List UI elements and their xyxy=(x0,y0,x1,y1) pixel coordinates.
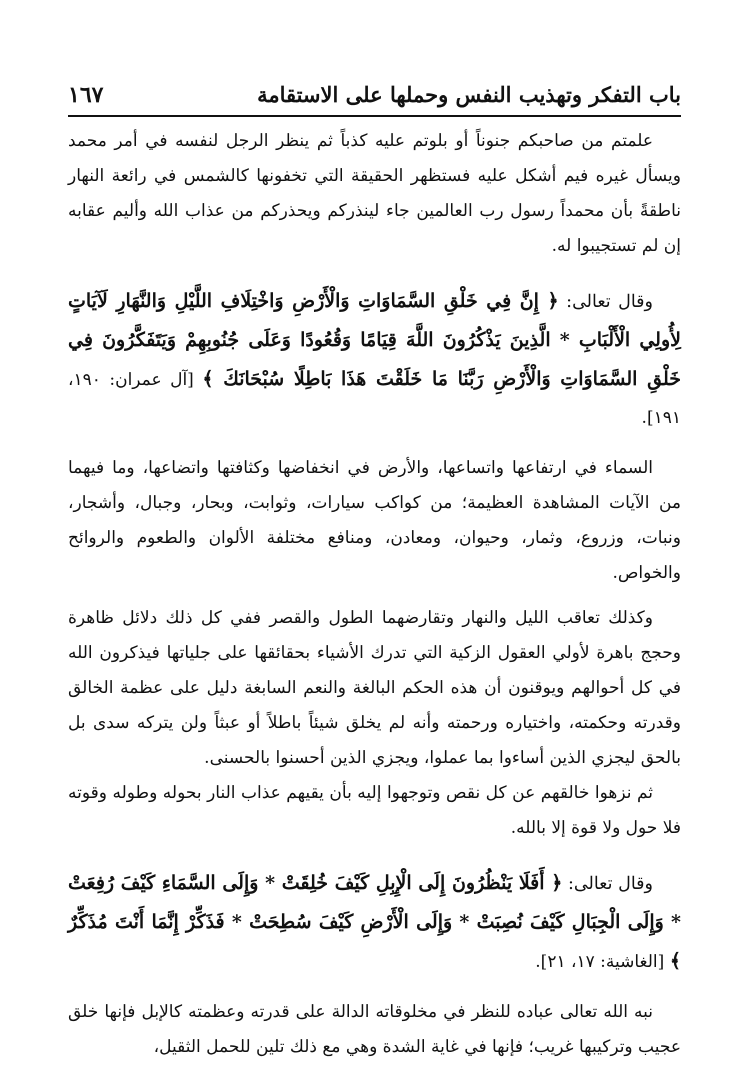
verse-2-reference: [الغاشية: ١٧، ٢١]. xyxy=(535,952,665,972)
chapter-title: باب التفكر وتهذيب النفس وحملها على الاستقامة xyxy=(257,82,681,107)
header-divider xyxy=(68,115,681,117)
verse-1-quran-text: ﴿ إِنَّ فِي خَلْقِ السَّمَاوَاتِ وَالْأَرْضِ وَاخْتِلَافِ اللَّيْلِ وَالنَّهَارِ لَآيَاتٍ لِأُولِي الْأَلْبَابِ * الَّذِينَ يَذْكُرُونَ اللَّهَ قِيَامًا وَقُعُودًا وَعَلَى جُنُوبِهِمْ وَيَتَفَكَّرُونَ فِي خَلْقِ السَّمَاوَاتِ وَالْأَرْضِ رَبَّنَا مَا خَلَقْتَ هَذَا بَاطِلًا سُبْحَانَكَ ﴾ xyxy=(68,290,681,390)
verse-paragraph-2 xyxy=(68,864,681,981)
page-header xyxy=(68,70,681,110)
paragraph-5: نبه الله تعالى عباده للنظر في مخلوقاته الدالة على قدرته وعظمته كالإبل فإنها خلق عجيب وتركيبها غريب؛ فإنها في غاية الشدة وهي مع ذلك تلين للحمل الثقيل، xyxy=(68,1002,681,1057)
paragraph-1: علمتم من صاحبكم جنوناً أو بلوتم عليه كذباً ثم ينظر الرجل لنفسه في أمر محمد ويسأل غيره فيم أشكل عليه فستظهر الحقيقة التي تخفونها كالشمس في رائعة النهار ناطقةً بأن محمداً رسول رب العالمين جاء لينذركم ويحذركم من عذاب الله وأليم عقابه إن لم تستجيبوا له. xyxy=(68,131,681,256)
page-body xyxy=(68,124,681,1065)
verse-1-reference: [آل عمران: ١٩٠، ١٩١]. xyxy=(68,370,681,428)
verse-1-lead: وقال تعالى: xyxy=(566,292,653,312)
page-number: ١٦٧ xyxy=(68,82,104,108)
paragraph-3: وكذلك تعاقب الليل والنهار وتقارضهما الطول والقصر ففي كل ذلك دلائل ظاهرة وحجج باهرة لأولي العقول الزكية التي تدرك الأشياء بحقائقها على جلياتها فيذكرون الله في كل أحوالهم ويوقنون أن هذه الحكم البالغة والنعم السابغة دليل على عظمة الخالق وقدرته وحكمته، واختياره ورحمته وأنه لم يخلق شيئاً باطلاً أو عبثاً ولن يتركه سدى بل بالحق ليجزي الذين أساءوا بما عملوا، ويجزي الذين أحسنوا بالحسنى. xyxy=(68,608,681,768)
verse-2-lead: وقال تعالى: xyxy=(568,874,653,894)
verse-paragraph-1 xyxy=(68,282,681,437)
paragraph-2: السماء في ارتفاعها واتساعها، والأرض في انخفاضها وكثافتها واتضاعها، وما فيهما من الآيات المشاهدة العظيمة؛ من كواكب سيارات، وثوابت، وبحار، وجبال، وأشجار، ونبات، وزروع، وثمار، وحيوان، ومعادن، ومنافع مختلفة الألوان والطعوم والروائح والخواص. xyxy=(68,458,681,583)
verse-2-quran-text: ﴿ أَفَلَا يَنْظُرُونَ إِلَى الْإِبِلِ كَيْفَ خُلِقَتْ * وَإِلَى السَّمَاءِ كَيْفَ رُفِعَتْ * وَإِلَى الْجِبَالِ كَيْفَ نُصِبَتْ * وَإِلَى الْأَرْضِ كَيْفَ سُطِحَتْ * فَذَكِّرْ إِنَّمَا أَنْتَ مُذَكِّرٌ ﴾ xyxy=(68,872,681,972)
paragraph-4: ثم نزهوا خالقهم عن كل نقص وتوجهوا إليه بأن يقيهم عذاب النار بحوله وطوله وقوته فلا حول ولا قوة إلا بالله. xyxy=(68,783,681,838)
